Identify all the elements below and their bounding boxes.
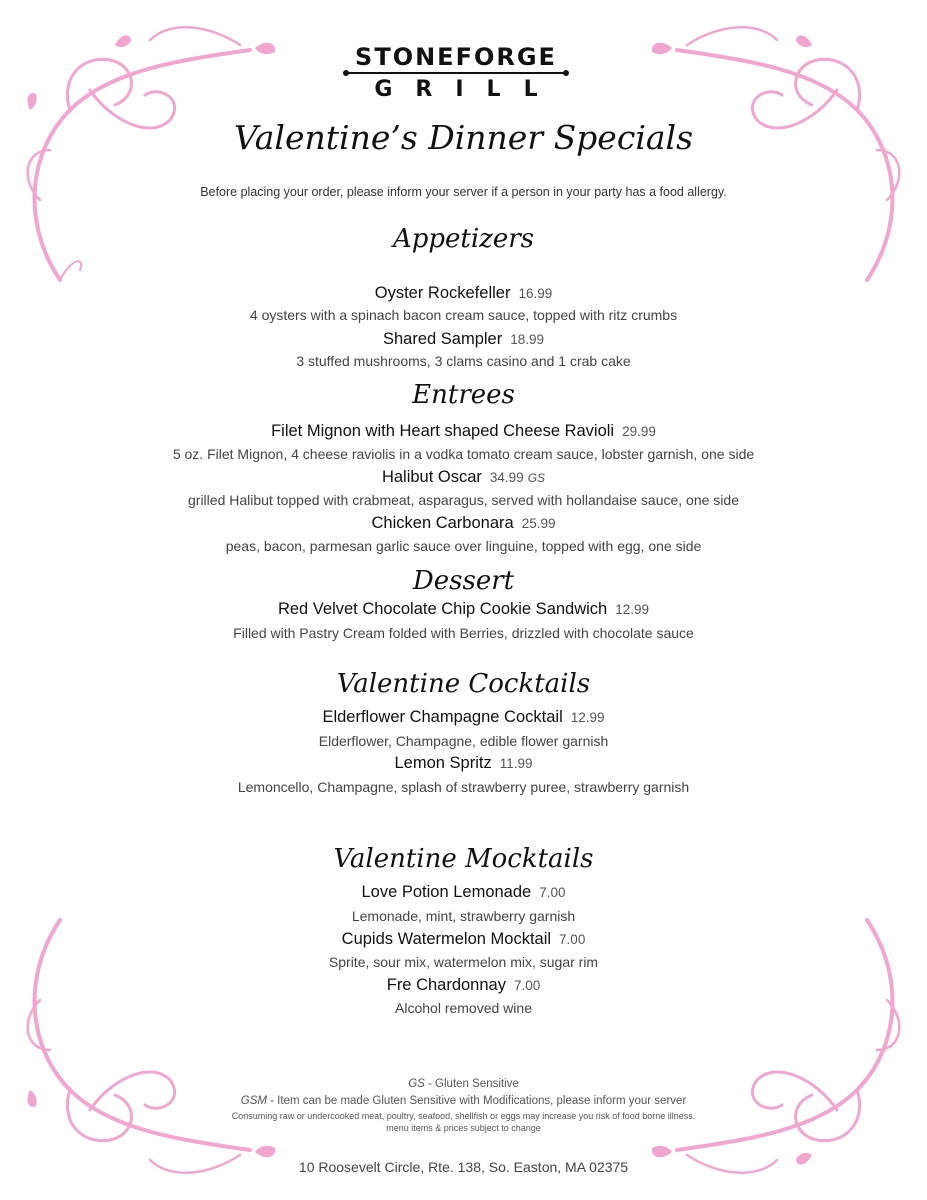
section-title-cocktails: Valentine Cocktails	[336, 669, 591, 699]
gluten-sensitive-tag: GS	[527, 471, 546, 485]
menu-item	[0, 420, 927, 443]
logo-bottom-text: GRILL	[374, 77, 561, 102]
item-price: 34.99	[489, 470, 524, 485]
gsm-text: - Item can be made Gluten Sensitive with Modifications, please inform your server	[266, 1095, 687, 1107]
item-description: Sprite, sour mix, watermelon mix, sugar rim	[328, 954, 599, 970]
item-price: 25.99	[521, 516, 556, 531]
section-title-mocktails: Valentine Mocktails	[333, 844, 594, 874]
item-description: peas, bacon, parmesan garlic sauce over linguine, topped with egg, one side	[225, 538, 702, 554]
menu-item	[0, 752, 927, 775]
item-name: Chicken Carbonara	[371, 514, 514, 532]
item-name: Red Velvet Chocolate Chip Cookie Sandwich	[277, 600, 608, 618]
menu-item	[0, 328, 927, 351]
item-price: 29.99	[622, 424, 656, 439]
menu-item	[0, 881, 927, 904]
gs-abbr: GS	[408, 1078, 425, 1090]
item-price: 12.99	[615, 602, 650, 617]
menu-item	[0, 598, 927, 621]
item-description: grilled Halibut topped with crabmeat, asparagus, served with hollandaise sauce, one side	[188, 492, 739, 508]
menu-item	[0, 974, 927, 997]
item-price: 12.99	[570, 710, 605, 725]
item-name: Elderflower Champagne Cocktail	[322, 708, 563, 726]
gsm-abbr: GSM	[240, 1095, 267, 1107]
item-price: 7.00	[539, 885, 566, 900]
item-name: Lemon Spritz	[394, 754, 492, 772]
restaurant-logo	[343, 42, 569, 102]
item-name: Halibut Oscar	[381, 468, 482, 486]
logo-divider	[347, 72, 565, 74]
item-description: Elderflower, Champagne, edible flower garnish	[318, 733, 609, 749]
allergy-note: Before placing your order, please inform your server if a person in your party has a food allergy.	[200, 185, 727, 199]
menu-item	[0, 512, 927, 535]
item-description: 5 oz. Filet Mignon, 4 cheese raviolis in a vodka tomato cream sauce, lobster garnish, one side	[172, 446, 755, 462]
gs-text: - Gluten Sensitive	[424, 1078, 519, 1090]
menu-item	[0, 706, 927, 729]
item-name: Shared Sampler	[382, 330, 503, 348]
item-description: Lemoncello, Champagne, splash of strawberry puree, strawberry garnish	[237, 779, 690, 795]
gs-legend	[0, 1077, 927, 1091]
item-name: Love Potion Lemonade	[361, 883, 532, 901]
menu-item	[0, 282, 927, 305]
item-name: Filet Mignon with Heart shaped Cheese Ravioli	[271, 422, 615, 440]
item-description: 3 stuffed mushrooms, 3 clams casino and 1 crab cake	[296, 353, 631, 369]
logo-top-text: STONEFORGE	[355, 43, 557, 71]
item-price: 7.00	[513, 978, 541, 993]
item-price: 7.00	[559, 932, 586, 947]
gsm-legend	[0, 1094, 927, 1108]
item-name: Oyster Rockefeller	[374, 284, 511, 302]
item-name: Fre Chardonnay	[386, 976, 506, 994]
subject-to-change-note: menu items & prices subject to change	[386, 1123, 541, 1133]
section-title-dessert: Dessert	[412, 566, 515, 596]
item-description: 4 oysters with a spinach bacon cream sauce, topped with ritz crumbs	[249, 307, 678, 323]
item-price: 18.99	[510, 332, 545, 347]
section-title-appetizers: Appetizers	[392, 224, 535, 254]
menu-item	[0, 466, 927, 489]
item-description: Alcohol removed wine	[395, 1000, 532, 1016]
item-name: Cupids Watermelon Mocktail	[341, 930, 552, 948]
item-price: 11.99	[499, 756, 533, 771]
restaurant-address: 10 Roosevelt Circle, Rte. 138, So. Easton, MA 02375	[298, 1159, 629, 1175]
page-title: Valentine’s Dinner Specials	[233, 118, 694, 157]
item-price: 16.99	[518, 286, 553, 301]
item-description: Filled with Pastry Cream folded with Berries, drizzled with chocolate sauce	[233, 625, 694, 641]
menu-item	[0, 928, 927, 951]
raw-food-warning: Consuming raw or undercooked meat, poultry, seafood, shellfish or eggs may increase you risk of food borne illness.	[231, 1111, 696, 1121]
item-description: Lemonade, mint, strawberry garnish	[351, 908, 576, 924]
section-title-entrees: Entrees	[412, 380, 515, 410]
